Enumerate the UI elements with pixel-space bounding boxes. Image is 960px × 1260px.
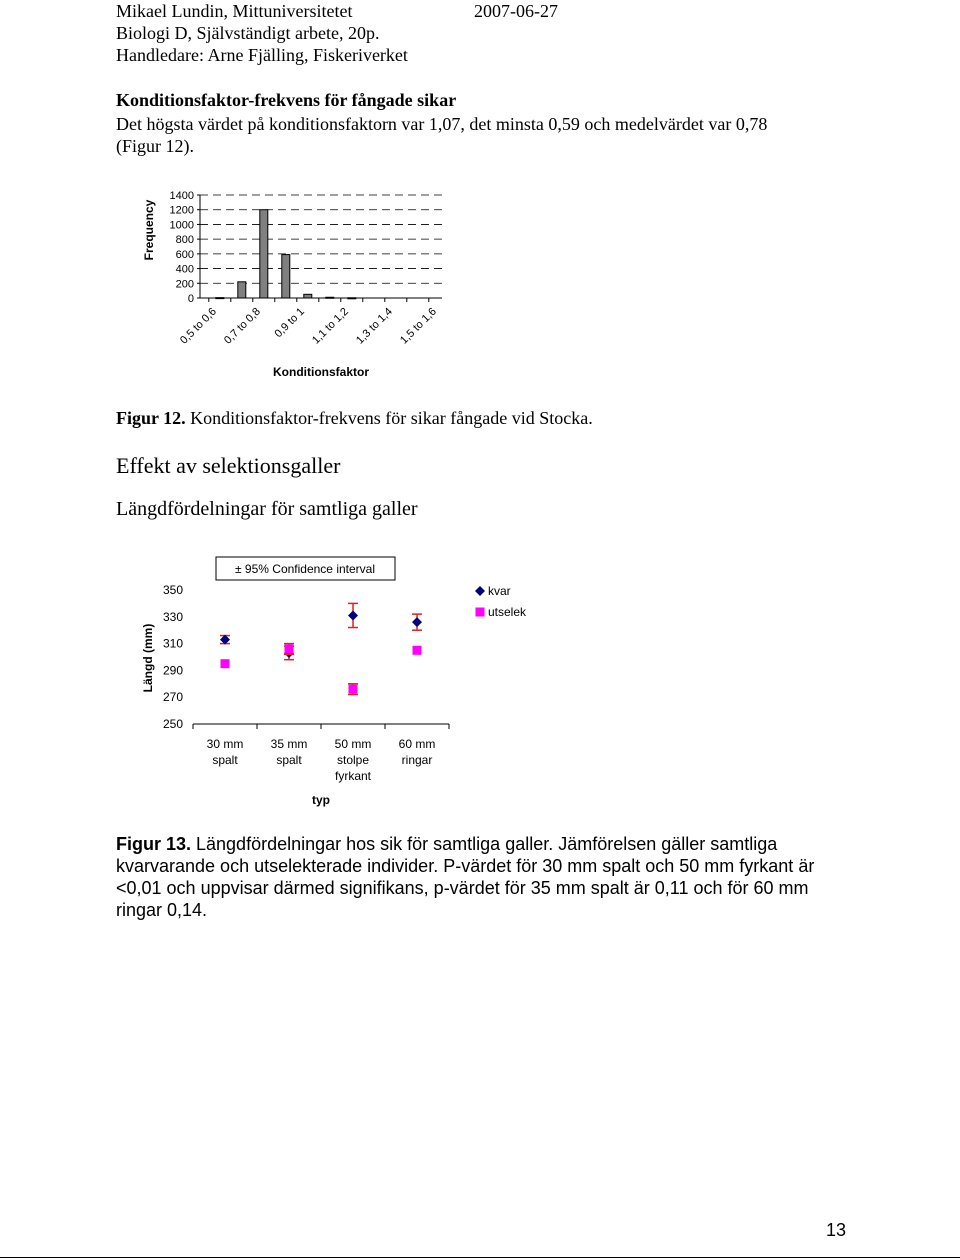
x-tick-label: stolpe <box>336 753 370 767</box>
page-number: 13 <box>826 1220 847 1240</box>
legend-marker <box>476 608 485 617</box>
annotation-text: ± 95% Confidence interval <box>235 562 375 576</box>
x-axis-title: Konditionsfaktor <box>273 365 369 379</box>
y-tick-label: 0 <box>187 293 194 305</box>
data-point-kvar <box>348 610 358 620</box>
data-point-utselek <box>413 646 422 655</box>
header-supervisor: Handledare: Arne Fjälling, Fiskeriverket <box>116 45 408 65</box>
y-axis-title: Längd (mm) <box>141 623 155 693</box>
histogram-bar <box>304 294 312 298</box>
x-tick-label: 35 mm <box>270 737 308 751</box>
figure-caption <box>116 833 836 921</box>
y-tick-label: 250 <box>162 717 183 731</box>
y-tick-label: 400 <box>175 263 194 276</box>
caption-text: Konditionsfaktor-frekvens för sikar fångade vid Stocka. <box>185 408 593 428</box>
x-tick-label: spalt <box>212 753 238 767</box>
y-tick-label: 1200 <box>169 204 194 217</box>
figure-caption <box>116 408 593 429</box>
histogram-bar <box>326 297 334 298</box>
y-tick-label: 1000 <box>169 219 194 232</box>
header-author: Mikael Lundin, Mittuniversitetet <box>116 1 353 21</box>
section-heading: Effekt av selektionsgaller <box>116 453 341 478</box>
y-tick-label: 200 <box>175 278 194 291</box>
header-date: 2007-06-27 <box>474 1 558 21</box>
header-course: Biologi D, Självständigt arbete, 20p. <box>116 23 380 43</box>
caption-text: Längdfördelningar hos sik för samtliga galler. Jämförelsen gäller samtliga kvarvarande och utselekterade individer. P-värdet för 30 mm spalt och 50 mm fyrkant är <0,01 och uppvisar därmed signifikans, p-värdet för 35 mm spalt är 0,11 och för 60 mm ringar 0,14. <box>116 834 815 920</box>
histogram-bar <box>238 282 246 298</box>
x-tick-label: 1,1 to 1,2 <box>309 305 351 347</box>
data-point-utselek <box>285 644 294 653</box>
y-tick-label: 310 <box>162 636 183 651</box>
x-axis-title: typ <box>312 793 330 807</box>
legend-label: utselek <box>488 605 527 619</box>
x-tick-label: 0,5 to 0,6 <box>177 305 219 347</box>
y-tick-label: 330 <box>162 609 183 624</box>
frequency-histogram <box>0 180 480 390</box>
x-tick-label: 60 mm <box>398 737 436 751</box>
caption-label: Figur 13. <box>116 834 192 854</box>
x-tick-label: 50 mm <box>334 737 372 751</box>
caption-label: Figur 12. <box>116 408 186 428</box>
data-point-utselek <box>349 685 358 694</box>
x-tick-label: spalt <box>276 753 302 767</box>
histogram-bar <box>348 298 356 299</box>
histogram-bar <box>216 298 224 299</box>
x-tick-label: 1,5 to 1,6 <box>397 305 439 347</box>
subsection-heading: Längdfördelningar för samtliga galler <box>116 498 418 520</box>
length-distribution-chart <box>0 540 600 820</box>
histogram-bar <box>282 255 290 298</box>
histogram-bar <box>260 210 268 298</box>
section-heading: Konditionsfaktor-frekvens för fångade sikar <box>116 90 457 110</box>
data-point-utselek <box>221 659 230 668</box>
legend-label: kvar <box>488 584 511 598</box>
y-tick-label: 800 <box>175 234 194 247</box>
y-tick-label: 290 <box>162 663 183 678</box>
y-tick-label: 350 <box>162 583 183 597</box>
y-tick-label: 600 <box>175 248 194 261</box>
x-tick-label: 30 mm <box>206 737 244 751</box>
paragraph-line: (Figur 12). <box>116 136 194 156</box>
legend-marker <box>475 586 485 596</box>
paragraph-line: Det högsta värdet på konditionsfaktorn var 1,07, det minsta 0,59 och medelvärdet var 0,78 <box>116 114 768 134</box>
page-bottom-rule <box>0 1257 960 1258</box>
y-tick-label: 270 <box>162 690 183 705</box>
x-tick-label: 0,9 to 1 <box>272 305 307 341</box>
x-tick-label: 1,3 to 1,4 <box>353 305 395 347</box>
y-axis-title: Frequency <box>142 199 156 261</box>
x-tick-label: 0,7 to 0,8 <box>221 305 263 347</box>
data-point-kvar <box>412 617 422 627</box>
x-tick-label: ringar <box>401 753 433 767</box>
y-tick-label: 1400 <box>169 190 194 202</box>
x-tick-label: fyrkant <box>334 769 372 783</box>
